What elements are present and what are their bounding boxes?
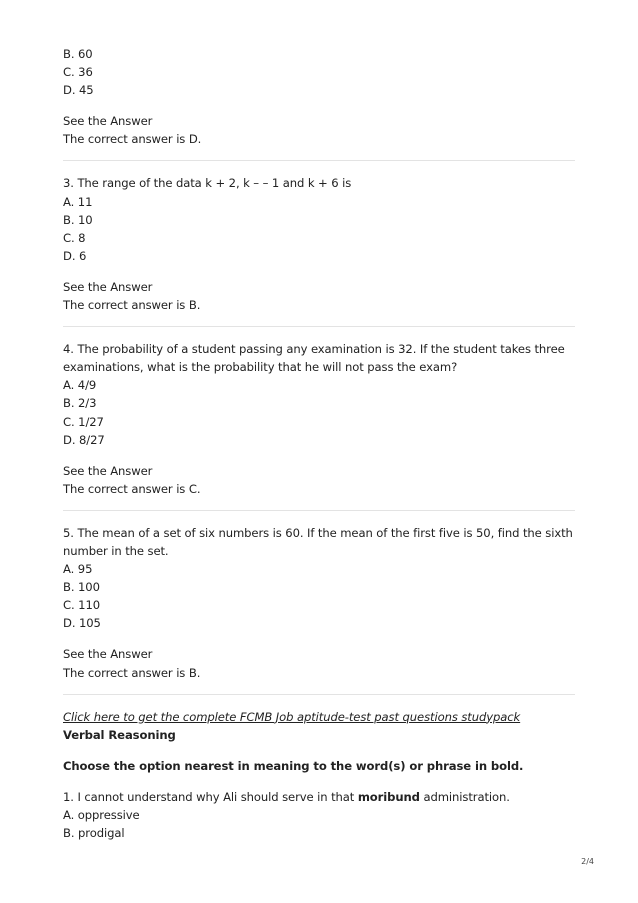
- bold-word: moribund: [357, 789, 420, 804]
- option-c: C. 8: [63, 230, 86, 245]
- option-a: A. 11: [63, 194, 93, 209]
- page-number: 2/4: [581, 857, 594, 866]
- question-3-block: [63, 174, 575, 314]
- option-b: B. prodigal: [63, 826, 125, 841]
- section-instruction: Choose the option nearest in meaning to the word(s) or phrase in bold.: [63, 758, 524, 773]
- option-d: D. 6: [63, 248, 87, 263]
- question-prefix: 1. I cannot understand why Ali should serve in that: [63, 789, 358, 804]
- option-c: C. 36: [63, 65, 93, 80]
- correct-answer: The correct answer is D.: [63, 132, 202, 147]
- question-suffix: administration.: [419, 789, 510, 804]
- section-heading: Verbal Reasoning: [63, 727, 176, 742]
- option-b: B. 60: [63, 47, 93, 61]
- option-d: D. 105: [63, 616, 101, 631]
- question-text: 5. The mean of a set of six numbers is 60. If the mean of the first five is 50, find the sixth number in the set.: [63, 525, 573, 558]
- option-d: D. 45: [63, 83, 94, 98]
- question-text: [63, 788, 575, 806]
- option-c: C. 110: [63, 598, 100, 613]
- option-c: C. 1/27: [63, 414, 104, 429]
- question-text: 4. The probability of a student passing any examination is 32. If the student takes three examinations, what is the probability that he will not pass the exam?: [63, 342, 565, 375]
- correct-answer: The correct answer is C.: [63, 481, 201, 496]
- question-5-block: [63, 524, 575, 682]
- divider: [63, 326, 575, 327]
- option-b: B. 2/3: [63, 396, 97, 411]
- option-a: A. 95: [63, 562, 93, 577]
- divider: [63, 510, 575, 511]
- option-a: A. oppressive: [63, 808, 140, 822]
- verbal-question-1-block: [63, 788, 575, 842]
- see-answer-link[interactable]: See the Answer: [63, 647, 153, 662]
- correct-answer: The correct answer is B.: [63, 665, 201, 680]
- option-d: D. 8/27: [63, 432, 105, 447]
- see-answer-link[interactable]: See the Answer: [63, 463, 153, 478]
- see-answer-link[interactable]: See the Answer: [63, 279, 153, 294]
- correct-answer: The correct answer is B.: [63, 298, 201, 313]
- divider: [63, 694, 575, 695]
- option-b: B. 10: [63, 212, 93, 227]
- option-b: B. 100: [63, 580, 100, 595]
- question-text: 3. The range of the data k + 2, k – – 1 and k + 6 is: [63, 176, 352, 191]
- question-2-block: [63, 45, 575, 148]
- page-content: [63, 45, 575, 842]
- question-4-block: [63, 340, 575, 498]
- see-answer-link[interactable]: See the Answer: [63, 114, 153, 129]
- option-a: A. 4/9: [63, 378, 97, 393]
- studypack-link[interactable]: Click here to get the complete FCMB Job aptitude-test past questions studypack: [63, 709, 521, 724]
- divider: [63, 160, 575, 161]
